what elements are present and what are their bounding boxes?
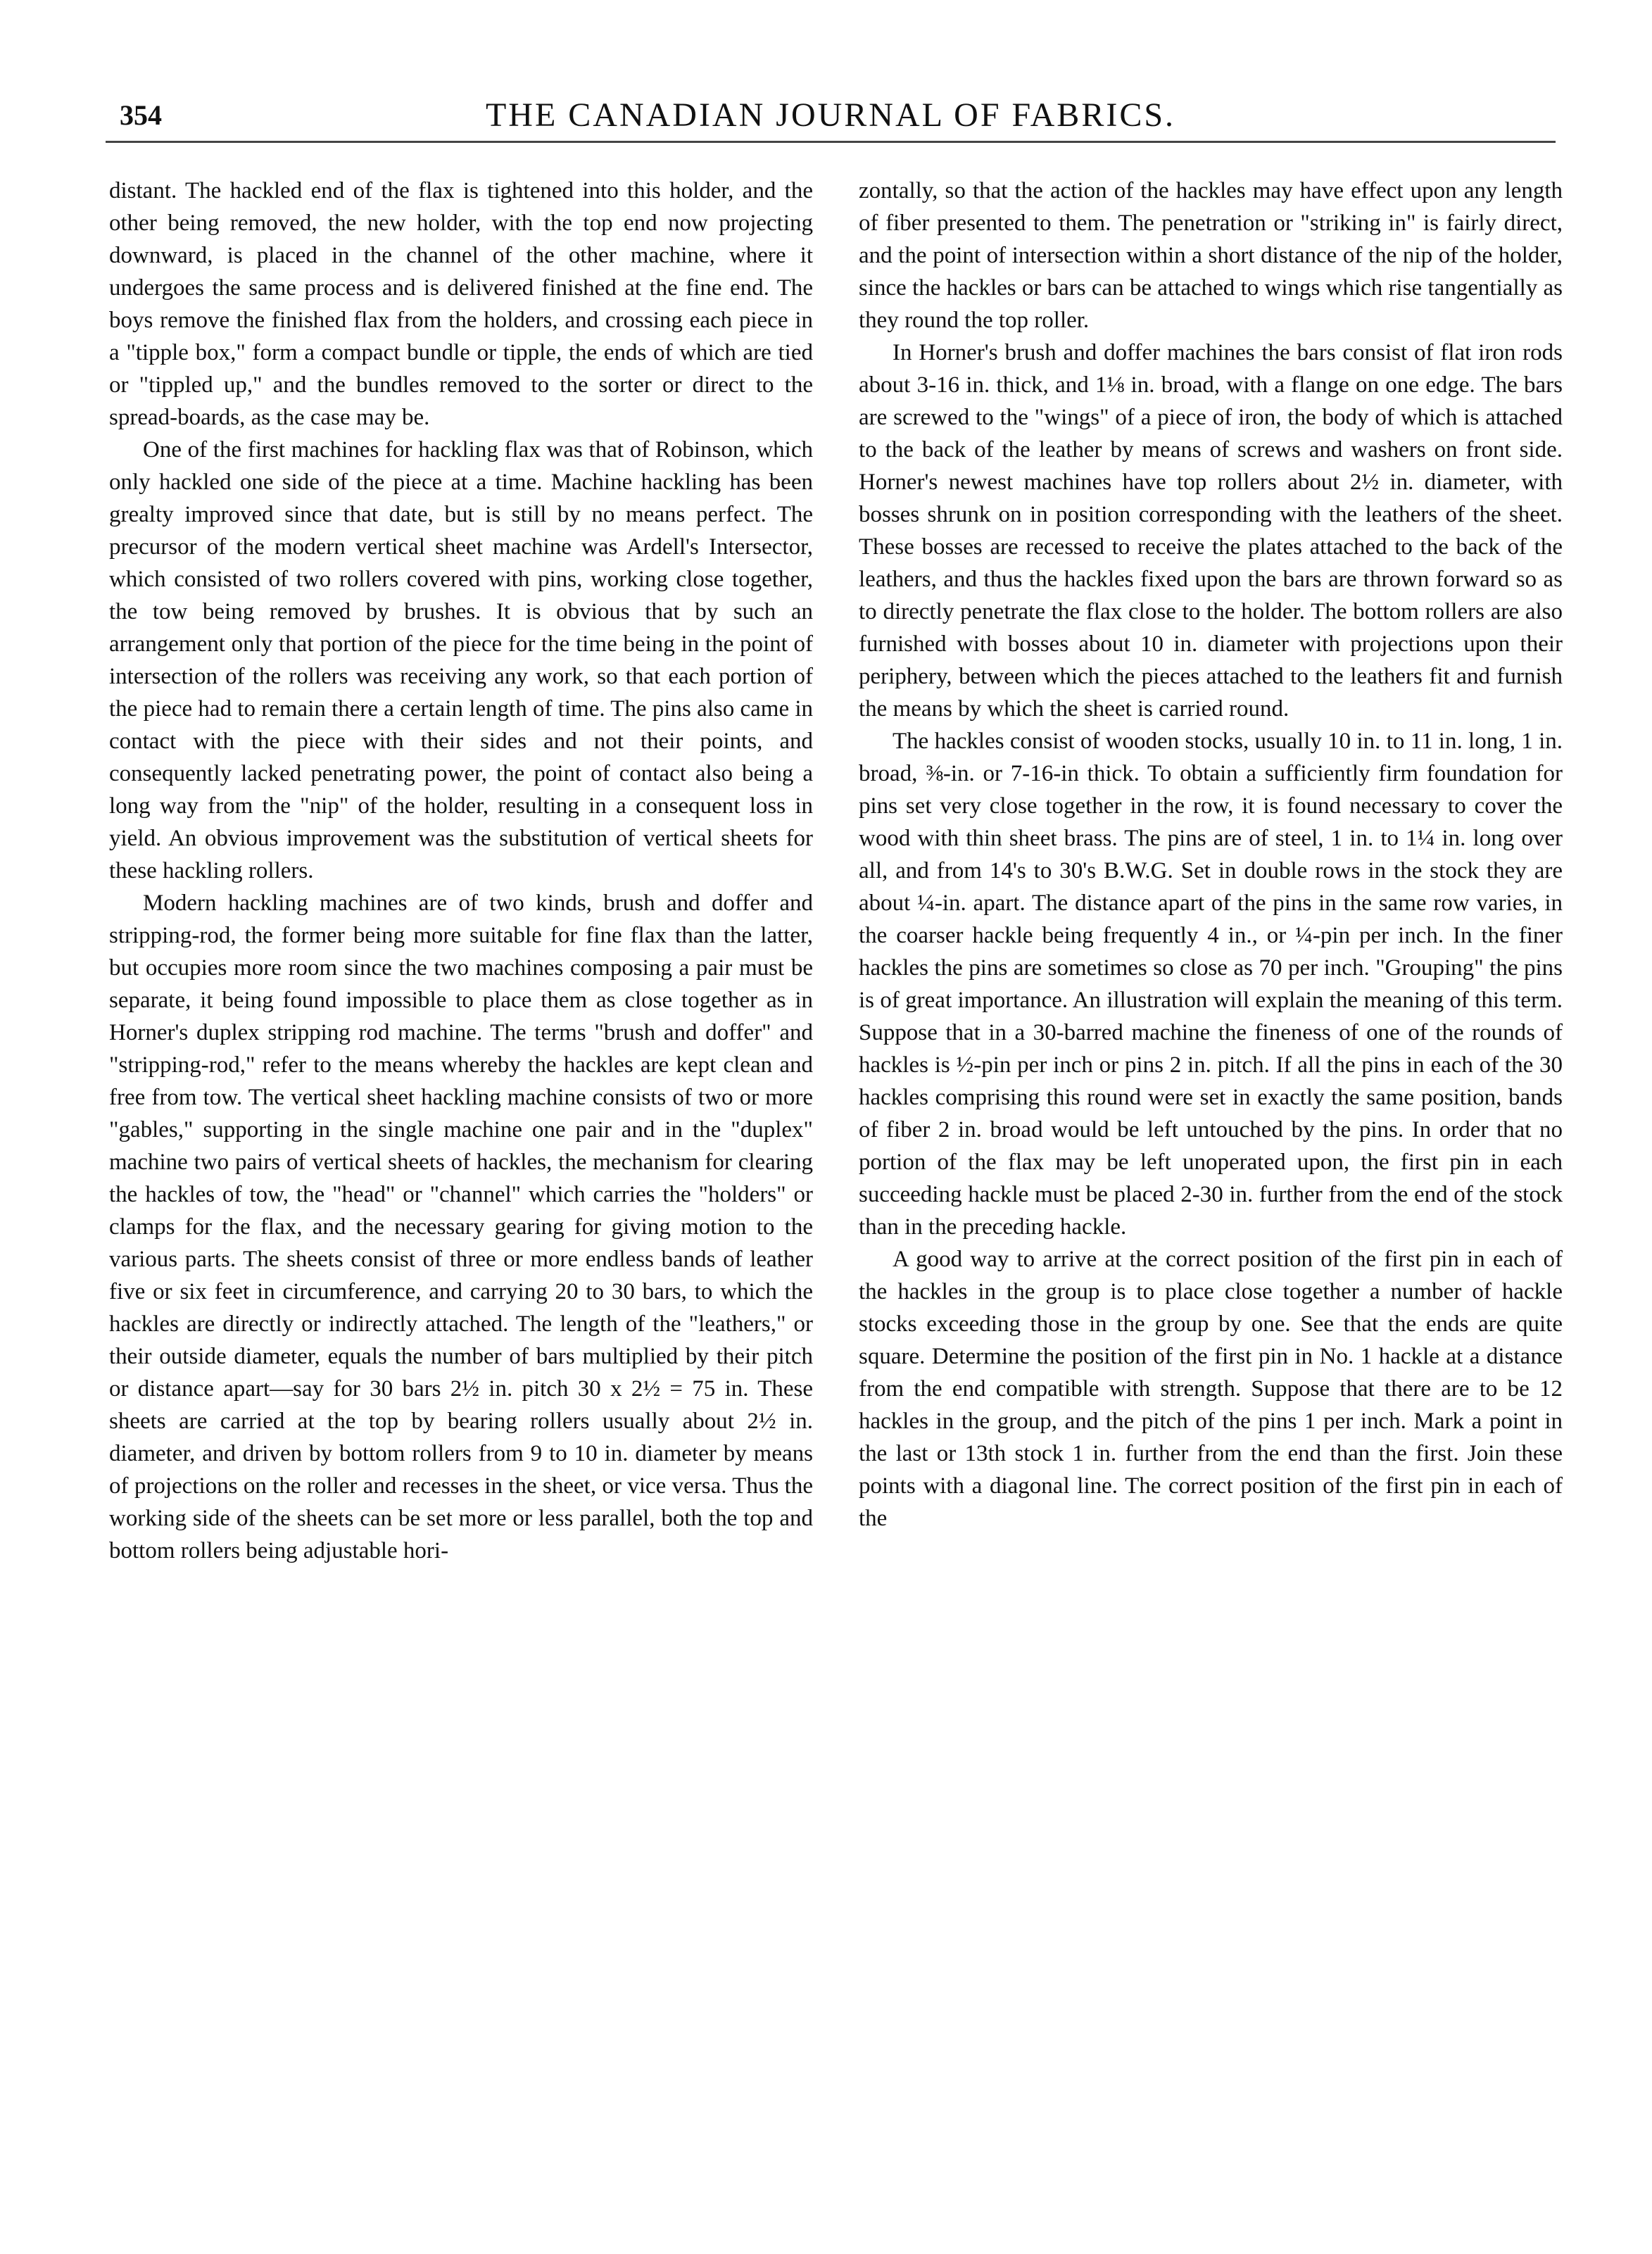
- paragraph: zontally, so that the action of the hackles may have effect upon any length of fiber presented to them. The penetration or "striking in" is fairly direct, and the point of intersection within a short distance of the nip of the holder, since the hackles or bars can be attached to wings which rise tangentially as they round the top roller.: [859, 178, 1563, 333]
- paragraph: Modern hackling machines are of two kinds, brush and doffer and stripping-rod, the former being more suitable for fine flax than the latter, but occupies more room since the two machines composing a pair must be separate, it being found impossible to place them as close together as in Horner's duplex stripping rod machine. The terms "brush and doffer" and "stripping-rod," refer to the means whereby the hackles are kept clean and free from tow. The vertical sheet hackling machine consists of two or more "gables," supporting in the single machine one pair and in the "duplex" machine two pairs of vertical sheets of hackles, the mechanism for clearing the hackles of tow, the "head" or "channel" which carries the "holders" or clamps for the flax, and the necessary gearing for giving motion to the various parts. The sheets consist of three or more endless bands of leather five or six feet in circumference, and carrying 20 to 30 bars, to which the hackles are directly or indirectly attached. The length of the "leathers," or their outside diameter, equals the number of bars multiplied by their pitch or distance apart—say for 30 bars 2½ in. pitch 30 x 2½ = 75 in. These sheets are carried at the top by bearing rollers usually about 2½ in. diameter, and driven by bottom rollers from 9 to 10 in. diameter by means of projections on the roller and recesses in the sheet, or vice versa. Thus the working side of the sheets can be set more or less parallel, both the top and bottom rollers being adjustable hori-: [109, 890, 813, 1563]
- right-column: [859, 175, 1563, 1535]
- journal-title: THE CANADIAN JOURNAL OF FABRICS.: [485, 96, 1176, 134]
- page-number: 354: [120, 99, 162, 131]
- left-column: [109, 175, 813, 1567]
- paragraph: distant. The hackled end of the flax is tightened into this holder, and the other being removed, the new holder, with the top end now projecting downward, is placed in the channel of the other machine, where it undergoes the same process and is delivered finished at the fine end. The boys remove the finished flax from the holders, and crossing each piece in a "tipple box," form a compact bundle or tipple, the ends of which are tied or "tippled up," and the bundles removed to the sorter or direct to the spread-boards, as the case may be.: [109, 178, 813, 430]
- paragraph: In Horner's brush and doffer machines the bars consist of flat iron rods about 3-16 in. thick, and 1⅛ in. broad, with a flange on one edge. The bars are screwed to the "wings" of a piece of iron, the body of which is attached to the back of the leather by means of screws and washers on front side. Horner's newest machines have top rollers about 2½ in. diameter, with bosses shrunk on in position corresponding with the leathers of the sheet. These bosses are recessed to receive the plates attached to the back of the leathers, and thus the hackles fixed upon the bars are thrown forward so as to directly penetrate the flax close to the holder. The bottom rollers are also furnished with bosses about 10 in. diameter with projections upon their periphery, between which the pieces attached to the leathers fit and furnish the means by which the sheet is carried round.: [859, 340, 1563, 722]
- header-rule: [106, 141, 1556, 143]
- paragraph: The hackles consist of wooden stocks, usually 10 in. to 11 in. long, 1 in. broad, ⅜-in. or 7-16-in thick. To obtain a sufficiently firm foundation for pins set very close together in the row, it is found necessary to cover the wood with thin sheet brass. The pins are of steel, 1 in. to 1¼ in. long over all, and from 14's to 30's B.W.G. Set in double rows in the stock they are about ¼-in. apart. The distance apart of the pins in the same row varies, in the coarser hackle being frequently 4 in., or ¼-pin per inch. In the finer hackles the pins are sometimes so close as 70 per inch. "Grouping" the pins is of great importance. An illustration will explain the meaning of this term. Suppose that in a 30-barred machine the fineness of one of the rounds of hackles is ½-pin per inch or pins 2 in. pitch. If all the pins in each of the 30 hackles comprising this round were set in exactly the same position, bands of fiber 2 in. broad would be left untouched by the pins. In order that no portion of the flax may be left unoperated upon, the first pin in each succeeding hackle must be placed 2-30 in. further from the end of the stock than in the preceding hackle.: [859, 729, 1563, 1240]
- paragraph: A good way to arrive at the correct position of the first pin in each of the hackles in the group is to place close together a number of hackle stocks exceeding those in the group by one. See that the ends are quite square. Determine the position of the first pin in No. 1 hackle at a distance from the end compatible with strength. Suppose that there are to be 12 hackles in the group, and the pitch of the pins 1 per inch. Mark a point in the last or 13th stock 1 in. further from the end than the first. Join these points with a diagonal line. The correct position of the first pin in each of the: [859, 1247, 1563, 1531]
- paragraph: One of the first machines for hackling flax was that of Robinson, which only hackled one side of the piece at a time. Machine hackling has been grealty improved since that date, but is still by no means perfect. The precursor of the modern vertical sheet machine was Ardell's Intersector, which consisted of two rollers covered with pins, working close together, the tow being removed by brushes. It is obvious that by such an arrangement only that portion of the piece for the time being in the point of intersection of the rollers was receiving any work, so that each portion of the piece had to remain there a certain length of time. The pins also came in contact with the piece with their sides and not their points, and consequently lacked penetrating power, the point of contact also being a long way from the "nip" of the holder, resulting in a consequent loss in yield. An obvious improvement was the substitution of vertical sheets for these hackling rollers.: [109, 437, 814, 883]
